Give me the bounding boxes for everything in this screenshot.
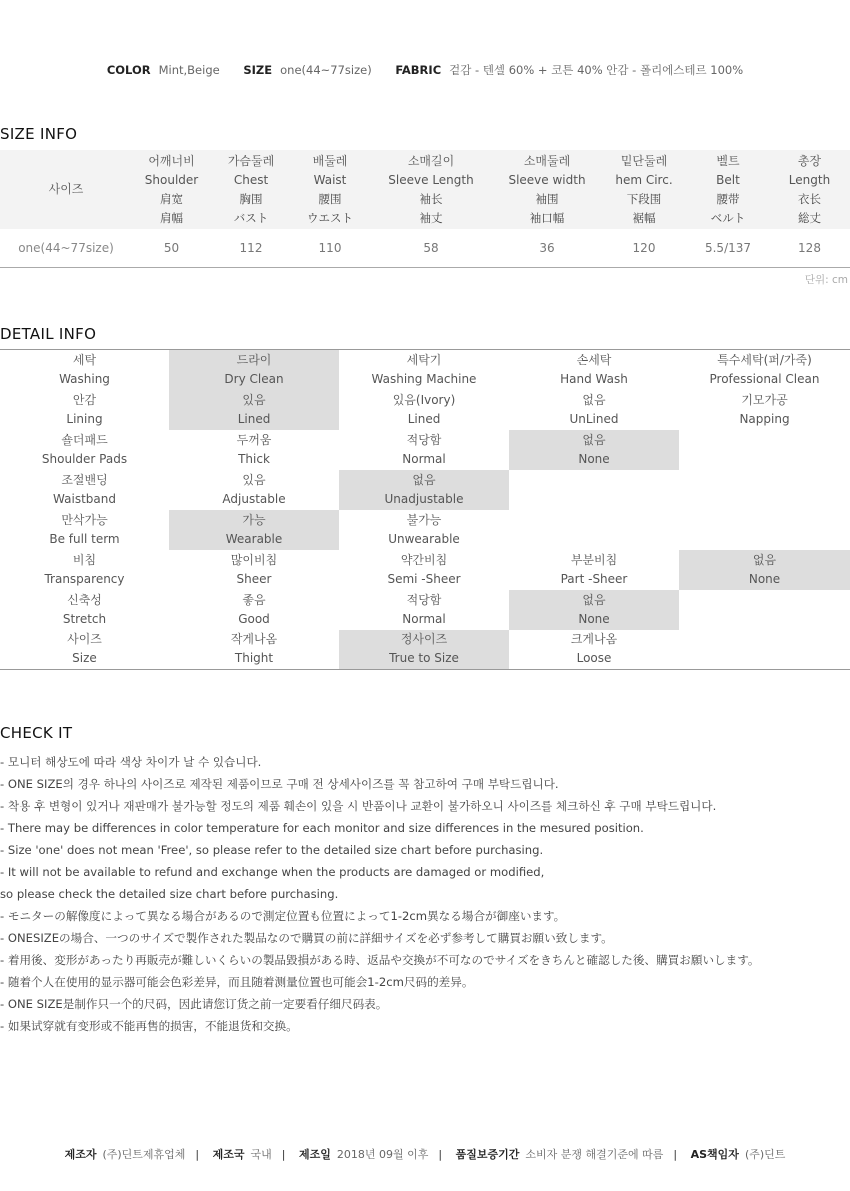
detail-option-text: 불가능 [406,512,442,527]
col-en: Shoulder [144,172,199,187]
detail-option-selected [169,390,339,430]
detail-option [339,390,509,430]
detail-label-text: Transparency [44,571,125,586]
detail-row-label [0,590,169,630]
unit-note: 단위: cm [804,274,848,286]
detail-option-text: Adjustable [222,491,286,506]
col-en: Waist [313,172,347,187]
col-zh: 袖长 [419,191,443,206]
detail-option-selected [169,350,339,390]
col-ja: 総丈 [798,210,821,225]
detail-option-text: 없음 [582,392,606,407]
footer-value: 2018년 09월 이후 [336,1148,429,1161]
detail-row-label [0,550,169,590]
detail-option-text: UnLined [569,411,619,426]
detail-label-text: 신축성 [67,592,102,607]
detail-option-text: Loose [576,651,612,666]
size-table [0,150,850,268]
detail-option [339,510,509,550]
detail-label-text: 조절밴딩 [61,472,108,487]
col-ko: 가슴둘레 [227,153,275,168]
detail-option [339,350,509,390]
size-value-cell: 110 [291,229,369,267]
detail-label-text: Lining [66,411,103,426]
detail-option-text: 부분비침 [570,552,618,567]
detail-option-text: Napping [739,411,790,426]
notice-line: - 着用後、変形があったり再販売が難しいくらいの製品毀損がある時、返品や交換が不可なのでサイズをきちんと確認した後、購買お願いします。 [0,953,760,967]
detail-info-title: DETAIL INFO [0,325,97,343]
detail-option-text: None [578,451,610,466]
col-ko: 어깨너비 [148,153,195,168]
col-zh: 肩宽 [160,191,183,206]
detail-option-text: 작게나옴 [230,632,278,647]
col-en: hem Circ. [615,172,673,187]
detail-label-text: 안감 [72,392,97,407]
detail-option-text: Unadjustable [384,491,464,506]
size-row-header: 사이즈 [0,150,132,229]
detail-option-text: 가능 [242,512,266,527]
detail-option [509,350,679,390]
detail-option-text: Unwearable [388,531,460,546]
detail-option-text: 약간비침 [400,552,448,567]
detail-option [509,630,679,670]
col-en: Sleeve width [508,172,586,187]
check-it-list [0,751,850,1037]
detail-option-text: 있음 [242,472,266,487]
notice-line: - 모니터 해상도에 따라 색상 차이가 날 수 있습니다. [0,755,262,769]
detail-option-text: Thick [238,451,270,466]
detail-option [679,430,850,470]
col-zh: 腰带 [716,191,740,206]
col-ja: ウエスト [307,210,353,225]
col-ja: 袖口幅 [529,210,565,225]
col-ko: 총장 [797,153,822,168]
detail-row [0,430,850,470]
detail-option-text: Washing Machine [371,371,477,386]
detail-option-text: Hand Wash [560,371,628,386]
col-zh: 下段围 [626,191,662,206]
detail-option-text: 기모가공 [741,392,788,407]
detail-option-text: 있음 [242,392,266,407]
footer-label: 제조일 [299,1148,331,1161]
detail-option-text: Normal [402,451,446,466]
detail-option-text: None [748,571,781,586]
col-ja: バスト [233,210,269,225]
detail-option [679,630,850,670]
detail-row [0,510,850,550]
size-name-cell: one(44~77size) [0,229,132,267]
footer-label: AS책임자 [690,1148,739,1161]
notice-line: - モニターの解像度によって異なる場合があるので測定位置も位置によって1-2cm異なる場合が御座います。 [0,909,566,923]
detail-option [339,590,509,630]
size-value-cell: 120 [601,229,687,267]
detail-option [509,550,679,590]
detail-row-label [0,630,169,670]
detail-label-text: Stretch [62,611,107,626]
col-zh: 胸围 [239,191,263,206]
col-ko: 배둘레 [312,153,348,168]
detail-option-selected [509,590,679,630]
detail-row [0,350,850,390]
detail-option-text: 많이비침 [230,552,278,567]
footer-label: 제조자 [64,1148,97,1161]
detail-label-text: Size [72,651,97,666]
fabric-value: 겉감 - 텐셀 60% + 코튼 40% 안감 - 폴리에스테르 100% [449,63,744,77]
detail-row-label [0,390,169,430]
detail-label-text: Waistband [53,491,116,506]
size-value-cell: 128 [769,229,850,267]
footer-value: (주)딘트 [744,1148,786,1161]
detail-row-label [0,350,169,390]
notice-line: - Size 'one' does not mean 'Free', so please refer to the detailed size chart before purchasing. [0,843,544,857]
col-en: Sleeve Length [388,172,474,187]
detail-option [679,350,850,390]
footer-value: 소비자 분쟁 해결기준에 따름 [525,1148,664,1161]
detail-option-text: Thight [234,651,274,666]
detail-option-text: 크게나옴 [570,632,618,647]
detail-label-text: Washing [59,371,110,386]
detail-option [679,510,850,550]
detail-option-text: Semi -Sheer [387,571,461,586]
detail-option [169,470,339,510]
detail-option-text: Lined [237,411,271,426]
detail-option-selected [339,470,509,510]
col-ja: 肩幅 [160,210,183,225]
col-zh: 袖围 [535,191,559,206]
size-value-cell: 5.5/137 [687,229,769,267]
detail-option-text: 정사이즈 [400,632,448,647]
detail-row [0,630,850,670]
detail-row [0,390,850,430]
manufacturer-footer: 제조자 (주)딘트제휴업체 | 제조국 국내 | 제조일 2018년 09월 이후 | 품질보증기간 소비자 분쟁 해결기준에 따름 | AS책임자 (주)딘트 [64,1148,786,1161]
table-row [0,229,850,267]
detail-option [679,470,850,510]
detail-option-selected [339,630,509,670]
detail-option [169,590,339,630]
detail-option-text: Wearable [225,531,283,546]
detail-option-text: 손세탁 [576,352,612,367]
notice-line: - There may be differences in color temperature for each monitor and size differences in the mesured position. [0,821,644,835]
detail-label-text: 만삭가능 [61,512,108,527]
detail-row-label [0,510,169,550]
detail-option [339,550,509,590]
detail-row-label [0,430,169,470]
notice-line: - ONE SIZE是制作只一个的尺码，因此请您订货之前一定要看仔细尺码表。 [0,997,388,1011]
detail-option-text: 좋음 [242,592,266,607]
col-zh: 衣长 [798,191,821,206]
detail-option-text: 두꺼움 [236,432,272,447]
detail-option-text: Professional Clean [709,371,820,386]
detail-option [509,470,679,510]
detail-option [509,390,679,430]
detail-option-text: 세탁기 [406,352,442,367]
detail-row [0,470,850,510]
detail-option [339,430,509,470]
col-waist [291,150,369,229]
notice-line: - 如果试穿就有变形或不能再售的损害，不能退货和交换。 [0,1019,298,1033]
size-table-header [0,150,850,229]
col-ko: 벨트 [716,153,740,168]
col-zh: 腰围 [318,191,342,206]
detail-option-selected [509,430,679,470]
size-label: SIZE [243,63,273,77]
detail-option-text: 없음 [582,592,606,607]
detail-label-text: Shoulder Pads [41,451,128,466]
fabric-label: FABRIC [395,63,442,77]
size-value-cell: 112 [211,229,291,267]
detail-option-text: Good [238,611,270,626]
detail-option [169,630,339,670]
detail-label-text: 숄더패드 [61,432,108,447]
notice-line: - ONESIZEの場合、一つのサイズで製作された製品なので購買の前に詳細サイズを必ず参考して購買お願い致します。 [0,931,613,945]
col-sleeve-width [493,150,601,229]
footer-value: (주)딘트제휴업체 [102,1148,186,1161]
detail-option-text: Part -Sheer [560,571,628,586]
detail-option-text: 적당함 [406,432,442,447]
size-info-title: SIZE INFO [0,125,78,143]
col-ko: 밑단둘레 [620,153,668,168]
detail-option-text: 적당함 [406,592,442,607]
footer-value: 국내 [250,1148,272,1161]
detail-option [509,510,679,550]
check-it-title: CHECK IT [0,724,73,742]
detail-option-selected [169,510,339,550]
col-ja: 裾幅 [632,210,656,225]
detail-label-text: 세탁 [72,352,97,367]
detail-label-text: 비침 [72,552,97,567]
col-length [769,150,850,229]
notice-line: - ONE SIZE의 경우 하나의 사이즈로 제작된 제품이므로 구매 전 상세사이즈를 꼭 참고하여 구매 부탁드립니다. [0,777,559,791]
col-ko: 소매길이 [407,153,455,168]
col-chest [211,150,291,229]
col-hem [601,150,687,229]
detail-table [0,349,850,670]
detail-option-text: Normal [402,611,446,626]
col-sleeve-length [369,150,493,229]
detail-option [169,550,339,590]
col-belt [687,150,769,229]
detail-option [679,390,850,430]
product-summary [0,62,850,78]
detail-label-text: 사이즈 [67,632,102,647]
col-ja: 袖丈 [419,210,443,225]
detail-row [0,590,850,630]
notice-line: - 随着个人在使用的显示器可能会色彩差异，而且随着测量位置也可能会1-2cm尺码的差异。 [0,975,474,989]
detail-option-text: 없음 [752,552,777,567]
footer-label: 제조국 [212,1148,245,1161]
color-value: Mint,Beige [158,63,220,77]
footer-label: 품질보증기간 [455,1148,520,1161]
detail-option-text: Dry Clean [224,371,284,386]
detail-row-label [0,470,169,510]
col-en: Chest [233,172,269,187]
notice-line: - 착용 후 변형이 있거나 재판매가 불가능할 정도의 제품 훼손이 있을 시 반품이나 교환이 불가하오니 사이즈를 체크하신 후 구매 부탁드립니다. [0,799,717,813]
col-ja: ベルト [710,210,746,225]
col-en: Length [788,172,831,187]
detail-option-text: None [578,611,610,626]
detail-option [169,430,339,470]
detail-option-text: 없음 [412,472,436,487]
col-en: Belt [716,172,740,187]
detail-row [0,550,850,590]
detail-option-text: 있음(Ivory) [392,392,456,407]
notice-line: - It will not be available to refund and exchange when the products are damaged or modified, [0,865,545,879]
detail-option-text: 없음 [582,432,606,447]
detail-option [679,590,850,630]
size-value-cell: 58 [369,229,493,267]
size-value: one(44~77size) [280,63,372,77]
detail-option-text: Sheer [236,571,272,586]
detail-option-text: 특수세탁(퍼/가죽) [717,352,812,367]
notice-line: so please check the detailed size chart before purchasing. [0,887,339,901]
detail-option-text: 드라이 [236,352,272,367]
detail-option-text: True to Size [389,651,459,666]
detail-option-text: Lined [407,411,441,426]
detail-label-text: Be full term [49,531,120,546]
detail-option-selected [679,550,850,590]
color-label: COLOR [106,63,151,77]
col-shoulder [132,150,211,229]
col-ko: 소매둘레 [523,153,571,168]
size-value-cell: 36 [493,229,601,267]
size-value-cell: 50 [132,229,211,267]
